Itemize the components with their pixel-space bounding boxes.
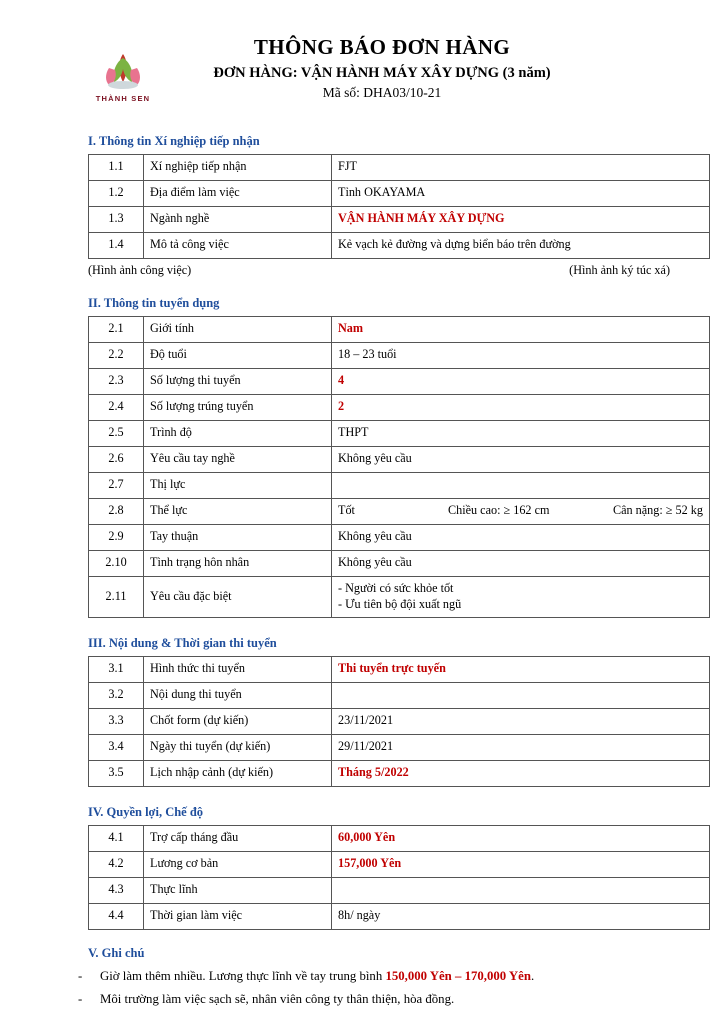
row-value: THPT	[332, 421, 710, 447]
row-index: 2.7	[89, 473, 144, 499]
row-label: Số lượng thi tuyển	[144, 369, 332, 395]
row-index: 1.3	[89, 207, 144, 233]
table-row	[89, 369, 710, 395]
table-row	[89, 551, 710, 577]
row-index: 3.1	[89, 656, 144, 682]
row-label: Ngày thi tuyển (dự kiến)	[144, 734, 332, 760]
row-value: Không yêu cầu	[332, 447, 710, 473]
row-label: Xí nghiệp tiếp nhận	[144, 155, 332, 181]
row-value: 4	[332, 369, 710, 395]
bullet-dash: -	[78, 992, 83, 1007]
table-row	[89, 708, 710, 734]
row-label: Chốt form (dự kiến)	[144, 708, 332, 734]
section-4-title: IV. Quyền lợi, Chế độ	[88, 804, 204, 819]
note-highlight: 150,000 Yên – 170,000 Yên	[385, 968, 531, 983]
row-value	[332, 877, 710, 903]
row-label: Trình độ	[144, 421, 332, 447]
row-value: VẬN HÀNH MÁY XÂY DỰNG	[332, 207, 710, 233]
table-row	[89, 825, 710, 851]
row-label: Mô tả công việc	[144, 233, 332, 259]
section-2-table	[88, 316, 710, 618]
row-value: 2	[332, 395, 710, 421]
section-benefits	[56, 805, 668, 930]
row-label: Thực lĩnh	[144, 877, 332, 903]
row-label: Lịch nhập cảnh (dự kiến)	[144, 760, 332, 786]
row-label: Nội dung thi tuyển	[144, 682, 332, 708]
row-label: Giới tính	[144, 317, 332, 343]
row-label: Thể lực	[144, 499, 332, 525]
table-row	[89, 181, 710, 207]
section-1-title: I. Thông tin Xí nghiệp tiếp nhận	[88, 134, 260, 148]
special-line-1: - Người có sức khỏe tốt	[338, 581, 454, 595]
table-row	[89, 656, 710, 682]
logo-text: THÀNH SEN	[95, 94, 151, 103]
image-captions	[88, 263, 670, 278]
bullet-dash: -	[78, 968, 83, 983]
row-label: Thời gian làm việc	[144, 903, 332, 929]
row-label: Số lượng trúng tuyển	[144, 395, 332, 421]
row-label: Địa điểm làm việc	[144, 181, 332, 207]
row-value	[332, 499, 710, 525]
row-index: 3.2	[89, 682, 144, 708]
row-index: 2.5	[89, 421, 144, 447]
list-item	[78, 968, 668, 985]
row-label: Độ tuổi	[144, 343, 332, 369]
row-label: Tình trạng hôn nhân	[144, 551, 332, 577]
row-index: 3.4	[89, 734, 144, 760]
note-prefix: Giờ làm thêm nhiều. Lương thực lĩnh về tay trung bình	[100, 968, 386, 983]
section-recruitment-info	[56, 296, 703, 618]
document-code: Mã số: DHA03/10-21	[322, 85, 442, 101]
caption-work-images: (Hình ảnh công việc)	[88, 263, 192, 277]
row-index: 1.4	[89, 233, 144, 259]
row-index: 2.10	[89, 551, 144, 577]
section-3-title: III. Nội dung & Thời gian thi tuyển	[88, 635, 277, 650]
section-notes	[56, 946, 668, 1009]
row-index: 4.3	[89, 877, 144, 903]
table-row	[89, 473, 710, 499]
table-row	[89, 851, 710, 877]
row-value: Kẻ vạch kẻ đường và dựng biển báo trên đường	[332, 233, 710, 259]
row-value: Nam	[332, 317, 710, 343]
row-index: 2.11	[89, 577, 144, 618]
note-text	[100, 968, 534, 985]
table-row	[89, 395, 710, 421]
physique-height: Chiều cao: ≥ 162 cm	[448, 503, 550, 518]
note-text: Môi trường làm việc sạch sẽ, nhân viên công ty thân thiện, hòa đồng.	[100, 992, 455, 1007]
section-company-info	[56, 134, 668, 278]
row-index: 4.4	[89, 903, 144, 929]
row-value: 8h/ ngày	[332, 903, 710, 929]
row-label: Lương cơ bản	[144, 851, 332, 877]
row-value: Tháng 5/2022	[332, 760, 710, 786]
table-row	[89, 317, 710, 343]
row-index: 3.3	[89, 708, 144, 734]
table-row	[89, 682, 710, 708]
row-value	[332, 682, 710, 708]
special-line-2: - Ưu tiên bộ đội xuất ngũ	[338, 597, 462, 612]
row-value: 157,000 Yên	[332, 851, 710, 877]
row-value: 60,000 Yên	[332, 825, 710, 851]
row-value: Không yêu cầu	[332, 551, 710, 577]
row-label: Tay thuận	[144, 525, 332, 551]
section-4-table	[88, 825, 710, 930]
table-row	[89, 734, 710, 760]
table-row	[89, 447, 710, 473]
row-index: 3.5	[89, 760, 144, 786]
list-item	[78, 991, 668, 1008]
section-exam-info	[56, 636, 668, 787]
row-value: Tỉnh OKAYAMA	[332, 181, 710, 207]
row-label: Trợ cấp tháng đầu	[144, 825, 332, 851]
row-value: 18 – 23 tuổi	[332, 343, 710, 369]
row-index: 2.4	[89, 395, 144, 421]
table-row-special	[89, 577, 710, 618]
row-value: FJT	[332, 155, 710, 181]
row-value: 29/11/2021	[332, 734, 710, 760]
row-value: 23/11/2021	[332, 708, 710, 734]
row-index: 2.8	[89, 499, 144, 525]
row-label: Yêu cầu tay nghề	[144, 447, 332, 473]
table-row	[89, 233, 710, 259]
row-index: 2.1	[89, 317, 144, 343]
row-index: 1.2	[89, 181, 144, 207]
table-row	[89, 903, 710, 929]
caption-dorm-images: (Hình ảnh ký túc xá)	[569, 263, 670, 277]
table-row-physique	[89, 499, 710, 525]
table-row	[89, 421, 710, 447]
table-row	[89, 760, 710, 786]
table-row	[89, 155, 710, 181]
row-value	[332, 577, 710, 618]
row-index: 2.6	[89, 447, 144, 473]
row-index: 2.3	[89, 369, 144, 395]
row-value	[332, 473, 710, 499]
section-5-title: V. Ghi chú	[88, 945, 145, 960]
page-title: THÔNG BÁO ĐƠN HÀNG	[253, 35, 511, 59]
table-row	[89, 343, 710, 369]
row-value: Không yêu cầu	[332, 525, 710, 551]
physique-condition: Tốt	[338, 503, 355, 518]
physique-weight: Cân nặng: ≥ 52 kg	[613, 503, 703, 518]
row-label: Hình thức thi tuyển	[144, 656, 332, 682]
row-index: 1.1	[89, 155, 144, 181]
row-label: Thị lực	[144, 473, 332, 499]
document-header	[56, 34, 668, 116]
company-logo	[84, 48, 162, 103]
row-value: Thi tuyển trực tuyến	[332, 656, 710, 682]
row-index: 4.2	[89, 851, 144, 877]
row-index: 2.9	[89, 525, 144, 551]
note-suffix: .	[530, 968, 535, 983]
row-index: 4.1	[89, 825, 144, 851]
row-label: Yêu cầu đặc biệt	[144, 577, 332, 618]
section-2-title: II. Thông tin tuyển dụng	[88, 296, 220, 310]
section-1-table	[88, 154, 710, 259]
row-index: 2.2	[89, 343, 144, 369]
section-3-table	[88, 656, 710, 787]
page-subtitle: ĐƠN HÀNG: VẬN HÀNH MÁY XÂY DỰNG (3 năm)	[213, 65, 551, 82]
table-row	[89, 877, 710, 903]
table-row	[89, 525, 710, 551]
table-row	[89, 207, 710, 233]
lotus-icon	[92, 48, 154, 92]
row-label: Ngành nghề	[144, 207, 332, 233]
